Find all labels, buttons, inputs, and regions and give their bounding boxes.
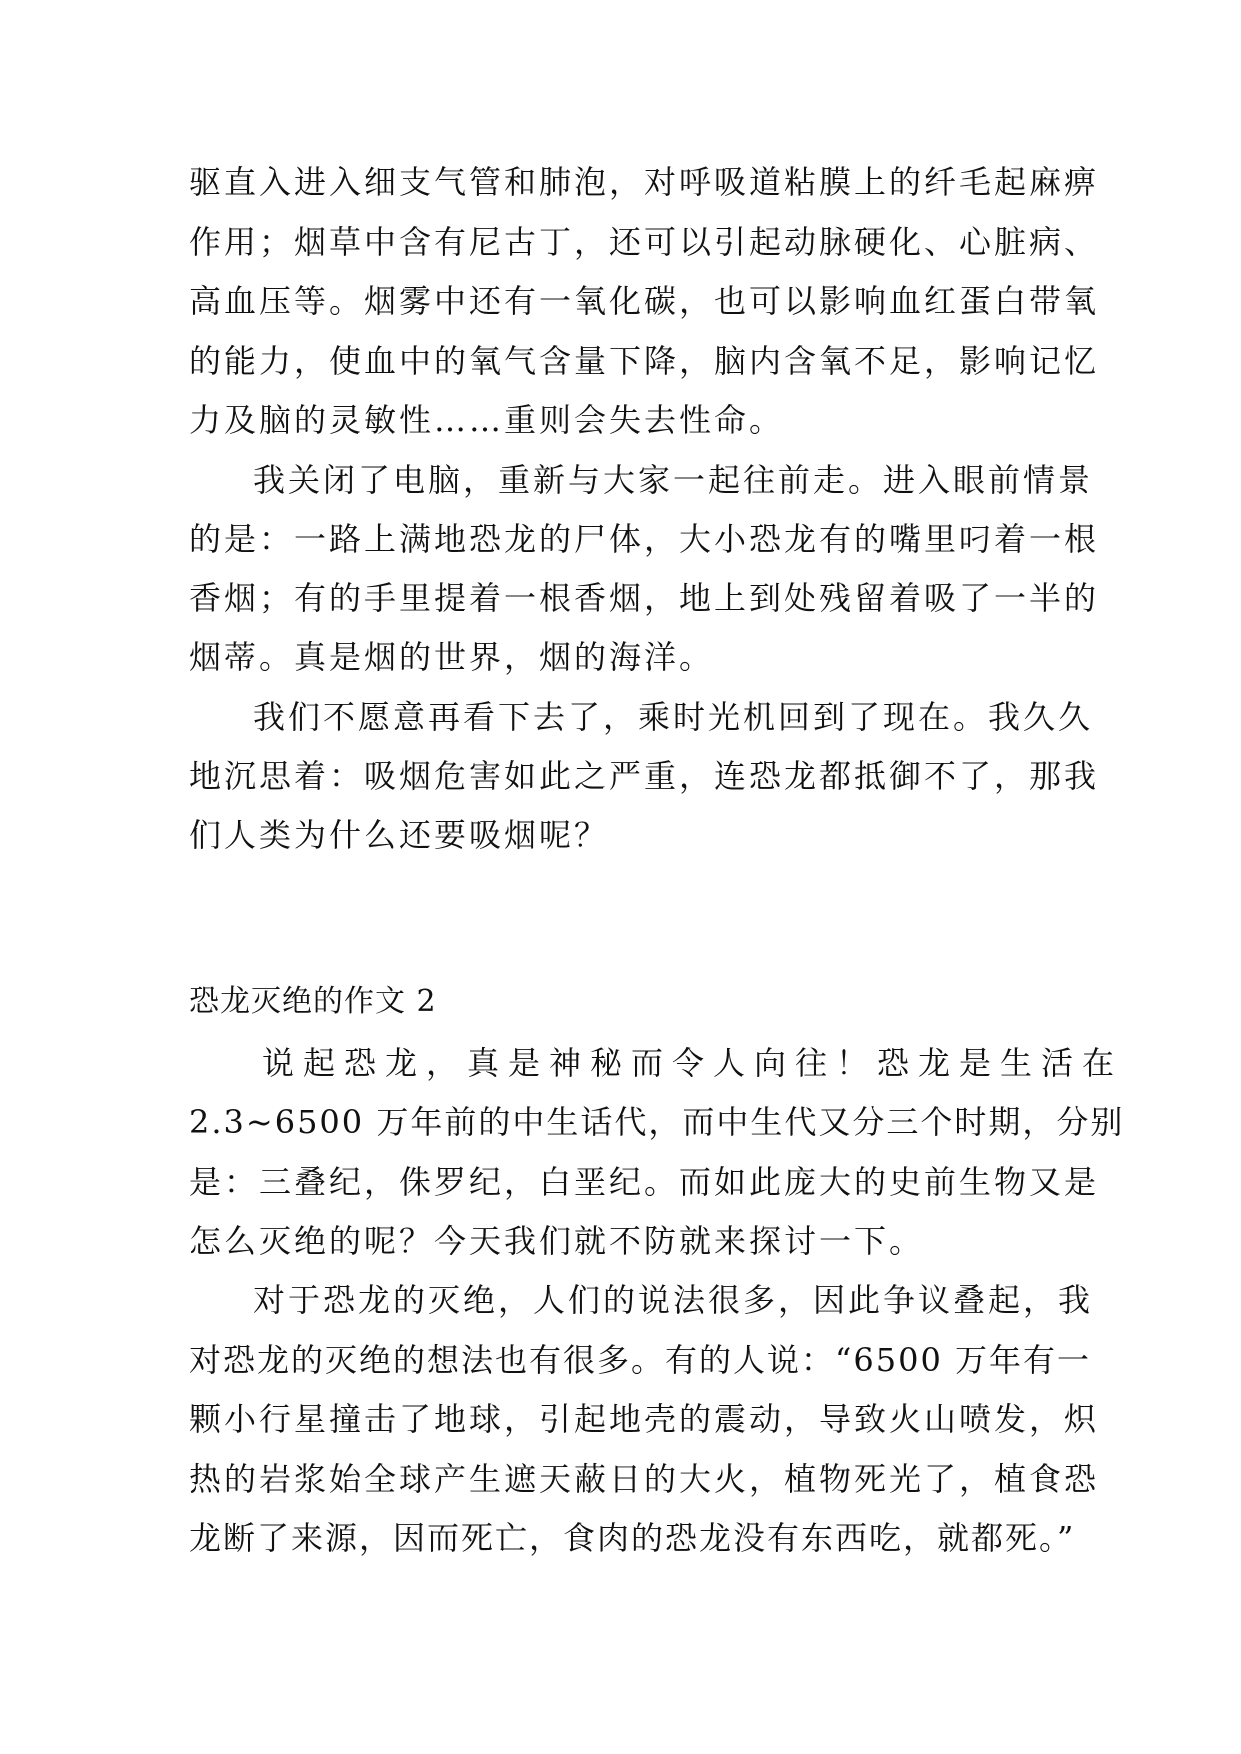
text-line: 2.3~6500 万年前的中生话代，而中生代又分三个时期，分别	[189, 1103, 1125, 1141]
paragraph-start-line: 我们不愿意再看下去了，乘时光机回到了现在。我久久	[253, 698, 1094, 736]
text-line: 们人类为什么还要吸烟呢？	[189, 816, 610, 854]
text-line: 烟蒂。真是烟的世界，烟的海洋。	[189, 638, 715, 676]
paragraph-start-line: 对于恐龙的灭绝，人们的说法很多，因此争议叠起，我	[253, 1281, 1094, 1319]
text-line: 龙断了来源，因而死亡，食肉的恐龙没有东西吃，就都死。”	[189, 1519, 1076, 1557]
text-line: 地沉思着：吸烟危害如此之严重，连恐龙都抵御不了，那我	[189, 757, 1100, 795]
text-line: 怎么灭绝的呢？今天我们就不防就来探讨一下。	[189, 1222, 925, 1260]
text-line: 的能力，使血中的氧气含量下降，脑内含氧不足，影响记忆	[189, 342, 1100, 380]
paragraph-start-line: 我关闭了电脑，重新与大家一起往前走。进入眼前情景	[253, 461, 1094, 499]
text-line: 高血压等。烟雾中还有一氧化碳，也可以影响血红蛋白带氧	[189, 282, 1100, 320]
text-line: 驱直入进入细支气管和肺泡，对呼吸道粘膜上的纤毛起麻痹	[189, 163, 1100, 201]
text-line: 是：三叠纪，侏罗纪，白垩纪。而如此庞大的史前生物又是	[189, 1163, 1100, 1201]
text-line: 作用；烟草中含有尼古丁，还可以引起动脉硬化、心脏病、	[189, 223, 1100, 261]
text-line: 对恐龙的灭绝的想法也有很多。有的人说：“6500 万年有一	[189, 1341, 1091, 1379]
text-line: 的是：一路上满地恐龙的尸体，大小恐龙有的嘴里叼着一根	[189, 520, 1100, 558]
text-line: 热的岩浆始全球产生遮天蔽日的大火，植物死光了，植食恐	[189, 1460, 1100, 1498]
text-line: 颗小行星撞击了地球，引起地壳的震动，导致火山喷发，炽	[189, 1400, 1100, 1438]
text-line: 香烟；有的手里提着一根香烟，地上到处残留着吸了一半的	[189, 579, 1100, 617]
text-line: 力及脑的灵敏性……重则会失去性命。	[189, 401, 785, 439]
section-heading: 恐龙灭绝的作文 2	[189, 984, 437, 1019]
paragraph-start-line: 说起恐龙，真是神秘而令人向往！恐龙是生活在	[262, 1044, 1124, 1082]
